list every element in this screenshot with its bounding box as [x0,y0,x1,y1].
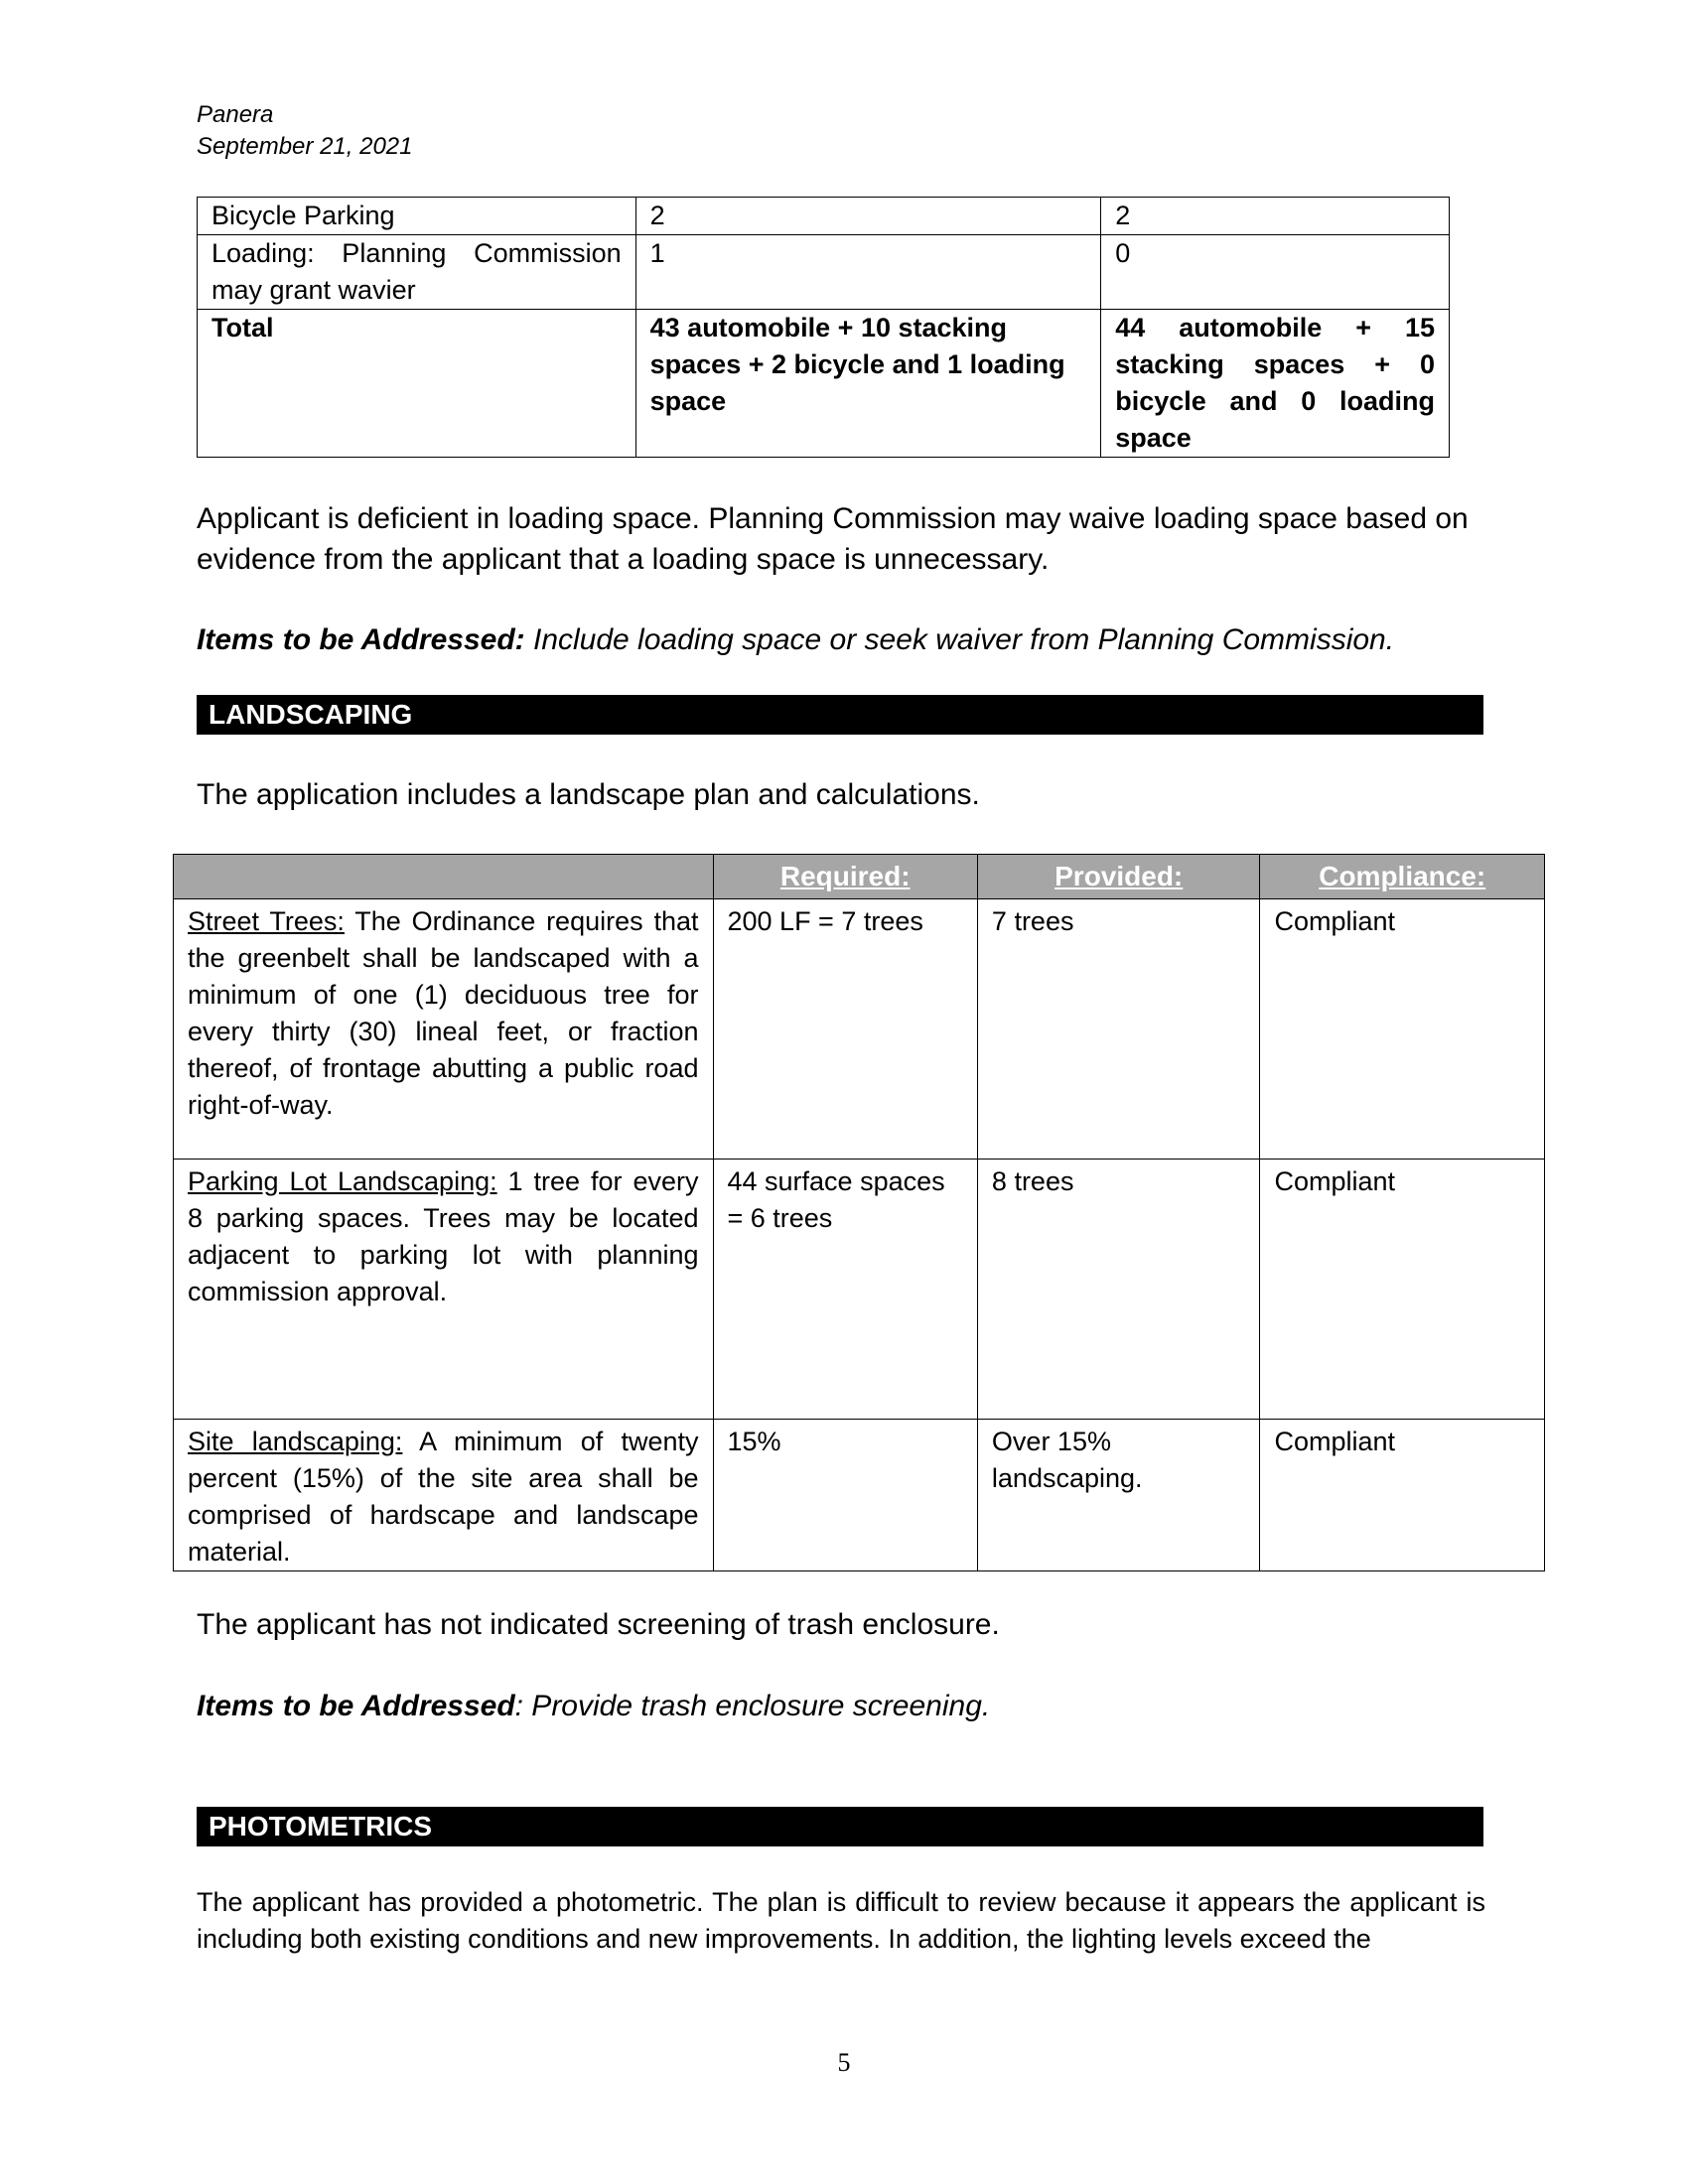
parking-provided-cell: 2 [1101,198,1450,235]
parking-total-provided: 44 automobile + 15 stacking spaces + 0 bicycle and 0 loading space [1101,310,1450,458]
table-row [198,198,1450,235]
header-date: September 21, 2021 [197,133,413,160]
required-cell: 44 surface spaces = 6 trees [713,1160,977,1420]
photometrics-paragraph: The applicant has provided a photometric. The plan is difficult to review because it appears the applicant is including both existing conditions and new improvements. In addition, the lighting levels exceed the [197,1887,1485,1954]
col-header-compliance: Compliance: [1260,855,1545,899]
items-label: Items to be Addressed: [197,623,525,656]
trash-paragraph: The applicant has not indicated screening of trash enclosure. [197,1608,1000,1641]
requirement-cell [174,899,714,1160]
section-heading-landscaping: LANDSCAPING [197,695,1483,735]
page-header [197,99,413,163]
page-number: 5 [837,2048,851,2077]
parking-required-cell: 1 [635,235,1101,310]
loading-paragraph: Applicant is deficient in loading space. Planning Commission may waive loading space based on evidence from the applicant that a loading space is unnecessary. [197,502,1469,576]
requirement-desc: 1 tree for every 8 parking spaces. Trees may be located adjacent to parking lot with planning commission approval. [188,1166,699,1306]
table-row [174,899,1545,1160]
table-row [174,1420,1545,1571]
col-header-required: Required: [713,855,977,899]
section-heading-photometrics: PHOTOMETRICS [197,1807,1483,1846]
landscaping-table [173,854,1545,1571]
requirement-cell [174,1160,714,1420]
compliance-cell: Compliant [1260,1160,1545,1420]
requirement-title: Street Trees: [188,906,345,936]
table-row [198,235,1450,310]
provided-cell: 7 trees [977,899,1260,1160]
parking-total-label: Total [198,310,636,458]
requirement-title: Site landscaping: [188,1427,403,1456]
parking-provided-cell: 0 [1101,235,1450,310]
parking-item-cell: Bicycle Parking [198,198,636,235]
table-header-row [174,855,1545,899]
provided-cell: Over 15% landscaping. [977,1420,1260,1571]
parking-total-required: 43 automobile + 10 stacking spaces + 2 bicycle and 1 loading space [635,310,1101,458]
provided-cell: 8 trees [977,1160,1260,1420]
parking-item-cell: Loading: Planning Commission may grant wavier [198,235,636,310]
requirement-desc: A minimum of twenty percent (15%) of the site area shall be comprised of hardscape and landscape material. [188,1427,699,1567]
items-to-address-trash [197,1686,1487,1726]
table-row [198,310,1450,458]
table-row [174,1160,1545,1420]
items-text: : Provide trash enclosure screening. [514,1690,991,1722]
requirement-desc: The Ordinance requires that the greenbelt shall be landscaped with a minimum of one (1) deciduous tree for every thirty (30) lineal feet, or fraction thereof, of frontage abutting a public road right-of-way. [188,906,699,1120]
required-cell: 200 LF = 7 trees [713,899,977,1160]
landscaping-intro: The application includes a landscape plan and calculations. [197,778,980,811]
compliance-cell: Compliant [1260,899,1545,1160]
required-cell: 15% [713,1420,977,1571]
items-label: Items to be Addressed [197,1690,515,1722]
compliance-cell: Compliant [1260,1420,1545,1571]
requirement-title: Parking Lot Landscaping: [188,1166,497,1196]
parking-table [197,197,1450,458]
items-to-address-loading [197,619,1487,660]
header-project-name: Panera [197,101,274,128]
col-header-provided: Provided: [977,855,1260,899]
items-text: Include loading space or seek waiver from Planning Commission. [532,623,1395,656]
parking-required-cell: 2 [635,198,1101,235]
requirement-cell [174,1420,714,1571]
col-header-blank [174,855,714,899]
